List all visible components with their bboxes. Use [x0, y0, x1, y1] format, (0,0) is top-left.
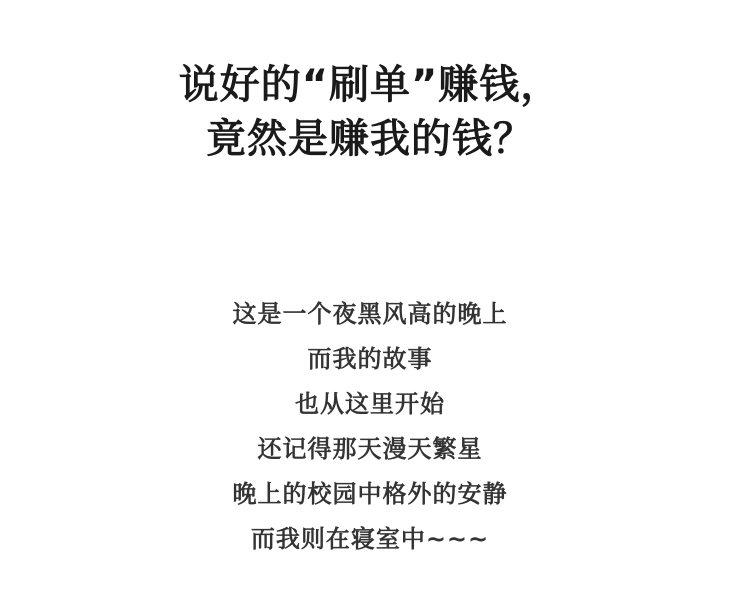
body-text: [0, 292, 740, 562]
body-line-6: 而我则在寝室中~~~: [250, 525, 490, 553]
headline-line-1: 说好的“刷单”赚钱，: [178, 62, 562, 108]
body-line-3: 也从这里开始: [295, 390, 445, 418]
body-line-5: 晚上的校园中格外的安静: [232, 480, 508, 508]
body-line-2: 而我的故事: [307, 345, 433, 373]
headline: [0, 58, 740, 166]
body-line-4: 还记得那天漫天繁星: [257, 435, 483, 463]
headline-line-2: 竟然是赚我的钱？: [206, 116, 534, 162]
body-line-1: 这是一个夜黑风高的晚上: [232, 300, 508, 328]
